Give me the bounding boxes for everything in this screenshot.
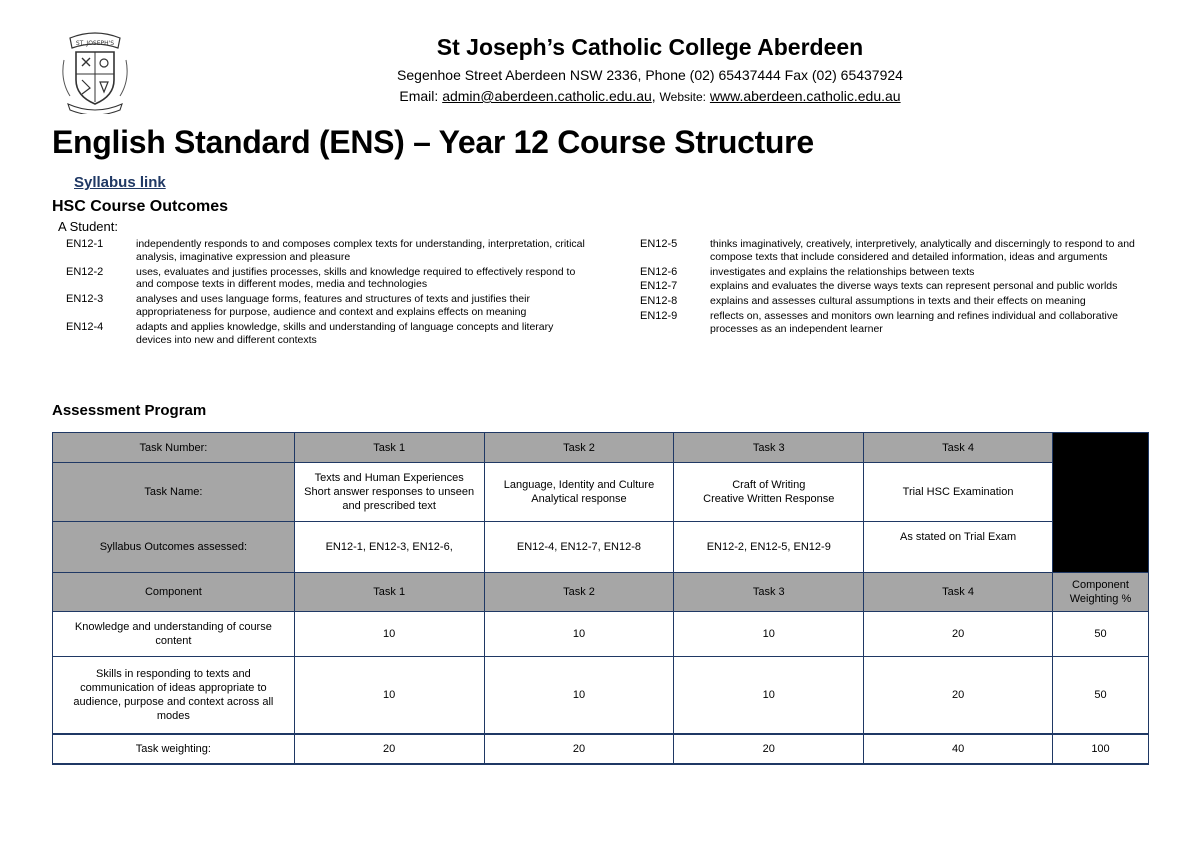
component-value: 10 [674,612,864,657]
task-name-cell [484,463,674,522]
school-contact-line: Email: admin@aberdeen.catholic.edu.au, Website: www.aberdeen.catholic.edu.au [399,88,901,104]
outcome-item [640,310,1150,336]
outcome-code: EN12-2 [66,265,104,278]
outcome-text: explains and evaluates the diverse ways texts can represent personal and public worlds [710,280,1118,293]
task-weighting-row [53,734,1149,764]
task-name-line1: Craft of Writing [732,479,806,491]
component-value: 20 [864,657,1053,735]
task-name-line1: Language, Identity and Culture [503,479,655,491]
component-value: 10 [484,657,674,735]
task-name-line2: Creative Written Response [703,493,835,505]
outcome-item [640,266,1150,279]
task-weighting-value: 20 [294,734,484,764]
component-task-header: Task 1 [294,573,484,612]
component-task-header: Task 3 [674,573,864,612]
school-name: St Joseph’s Catholic College Aberdeen [436,34,864,60]
component-header-row [53,573,1149,612]
outcome-code: EN12-6 [640,265,678,278]
outcome-code: EN12-8 [640,295,678,308]
component-name: Knowledge and understanding of course content [53,612,295,657]
component-name: Skills in responding to texts and communication of ideas appropriate to audience, purpose and context across all modes [53,657,295,735]
task-number-cell: Task 3 [674,433,864,463]
outcome-item [640,295,1150,308]
outcome-text: analyses and uses language forms, features and structures of texts and justifies their appropriateness for purpose, audience and context and explains effects on meaning [136,293,530,318]
component-value: 10 [674,657,864,735]
component-weight: 50 [1052,657,1148,735]
outcomes-intro: A Student: [58,219,118,234]
outcomes-heading: HSC Course Outcomes [52,198,229,215]
email-link[interactable]: admin@aberdeen.catholic.edu.au [442,88,652,104]
email-label: Email: [399,88,439,104]
component-row [53,612,1149,657]
component-value: 10 [294,612,484,657]
outcomes-assessed-cell: EN12-2, EN12-5, EN12-9 [674,522,864,573]
outcome-text: reflects on, assesses and monitors own learning and refines individual and collaborative processes as an independent learner [710,309,1118,335]
task-name-cell [864,463,1053,522]
task-number-label: Task Number: [53,433,295,463]
task-weighting-total: 100 [1052,734,1148,764]
college-crest-logo [56,30,134,114]
outcomes-left-column [66,238,586,348]
outcome-text: independently responds to and composes complex texts for understanding, interpretation, critical analysis, imaginative expression and pleasure [136,238,585,263]
task-weighting-value: 20 [484,734,674,764]
task-name-row [53,463,1149,522]
outcomes-assessed-label: Syllabus Outcomes assessed: [53,522,295,573]
task-number-row [53,433,1149,463]
task-name-line1: Texts and Human Experiences [314,472,464,484]
task-weighting-label: Task weighting: [53,734,295,764]
outcome-text: uses, evaluates and justifies processes, skills and knowledge required to effectively respond to and compose texts in different modes, media and technologies [136,265,576,291]
outcome-code: EN12-9 [640,309,678,322]
component-row [53,657,1149,735]
task-name-line2: Short answer responses to unseen and prescribed text [304,486,475,512]
assessment-table [52,432,1149,765]
component-header: Component [53,573,295,612]
task-number-cell: Task 4 [864,433,1053,463]
document-title: English Standard (ENS) – Year 12 Course Structure [52,124,814,160]
component-weighting-header: Component Weighting % [1052,573,1148,612]
outcome-item [66,321,586,347]
outcome-item [66,293,586,319]
outcome-text: explains and assesses cultural assumptions in texts and their effects on meaning [710,295,1086,308]
outcome-code: EN12-3 [66,293,104,306]
outcome-item [640,238,1150,264]
outcome-code: EN12-7 [640,280,678,293]
task-weighting-value: 20 [674,734,864,764]
task-name-cell [294,463,484,522]
crest-motto-text: ST. JOSEPH'S [75,40,115,47]
outcome-code: EN12-4 [66,320,104,333]
component-task-header: Task 2 [484,573,674,612]
outcome-text: investigates and explains the relationships between texts [710,265,975,278]
outcomes-assessed-cell: EN12-4, EN12-7, EN12-8 [484,522,674,573]
outcome-item [640,280,1150,293]
task-weighting-value: 40 [864,734,1053,764]
task-number-cell: Task 1 [294,433,484,463]
outcome-code: EN12-5 [640,238,678,250]
blank-black-cell [1052,433,1148,573]
outcome-text: thinks imaginatively, creatively, interpretively, analytically and discerningly to respond to and compose texts that include considered and detailed information, ideas and arguments [710,238,1135,263]
task-name-label: Task Name: [53,463,295,522]
outcomes-right-column [640,238,1150,338]
outcomes-assessed-cell: As stated on Trial Exam [864,522,1053,573]
outcome-text: adapts and applies knowledge, skills and understanding of language concepts and literary devices into new and different contexts [136,320,554,346]
website-label: Website: [659,90,707,104]
task-number-cell: Task 2 [484,433,674,463]
syllabus-link[interactable]: Syllabus link [74,174,166,191]
outcomes-assessed-cell: EN12-1, EN12-3, EN12-6, [294,522,484,573]
task-name-line1: Trial HSC Examination [902,486,1014,498]
component-weight: 50 [1052,612,1148,657]
task-name-line2: Analytical response [531,493,627,505]
website-link[interactable]: www.aberdeen.catholic.edu.au [709,88,901,104]
outcomes-assessed-row [53,522,1149,573]
component-value: 10 [294,657,484,735]
assessment-heading: Assessment Program [52,402,207,419]
school-address: Segenhoe Street Aberdeen NSW 2336, Phone (02) 65437444 Fax (02) 65437924 [397,67,903,83]
outcome-item [66,266,586,292]
outcome-code: EN12-1 [66,238,104,250]
component-value: 10 [484,612,674,657]
task-name-cell [674,463,864,522]
component-value: 20 [864,612,1053,657]
outcome-item [66,238,586,264]
component-task-header: Task 4 [864,573,1053,612]
